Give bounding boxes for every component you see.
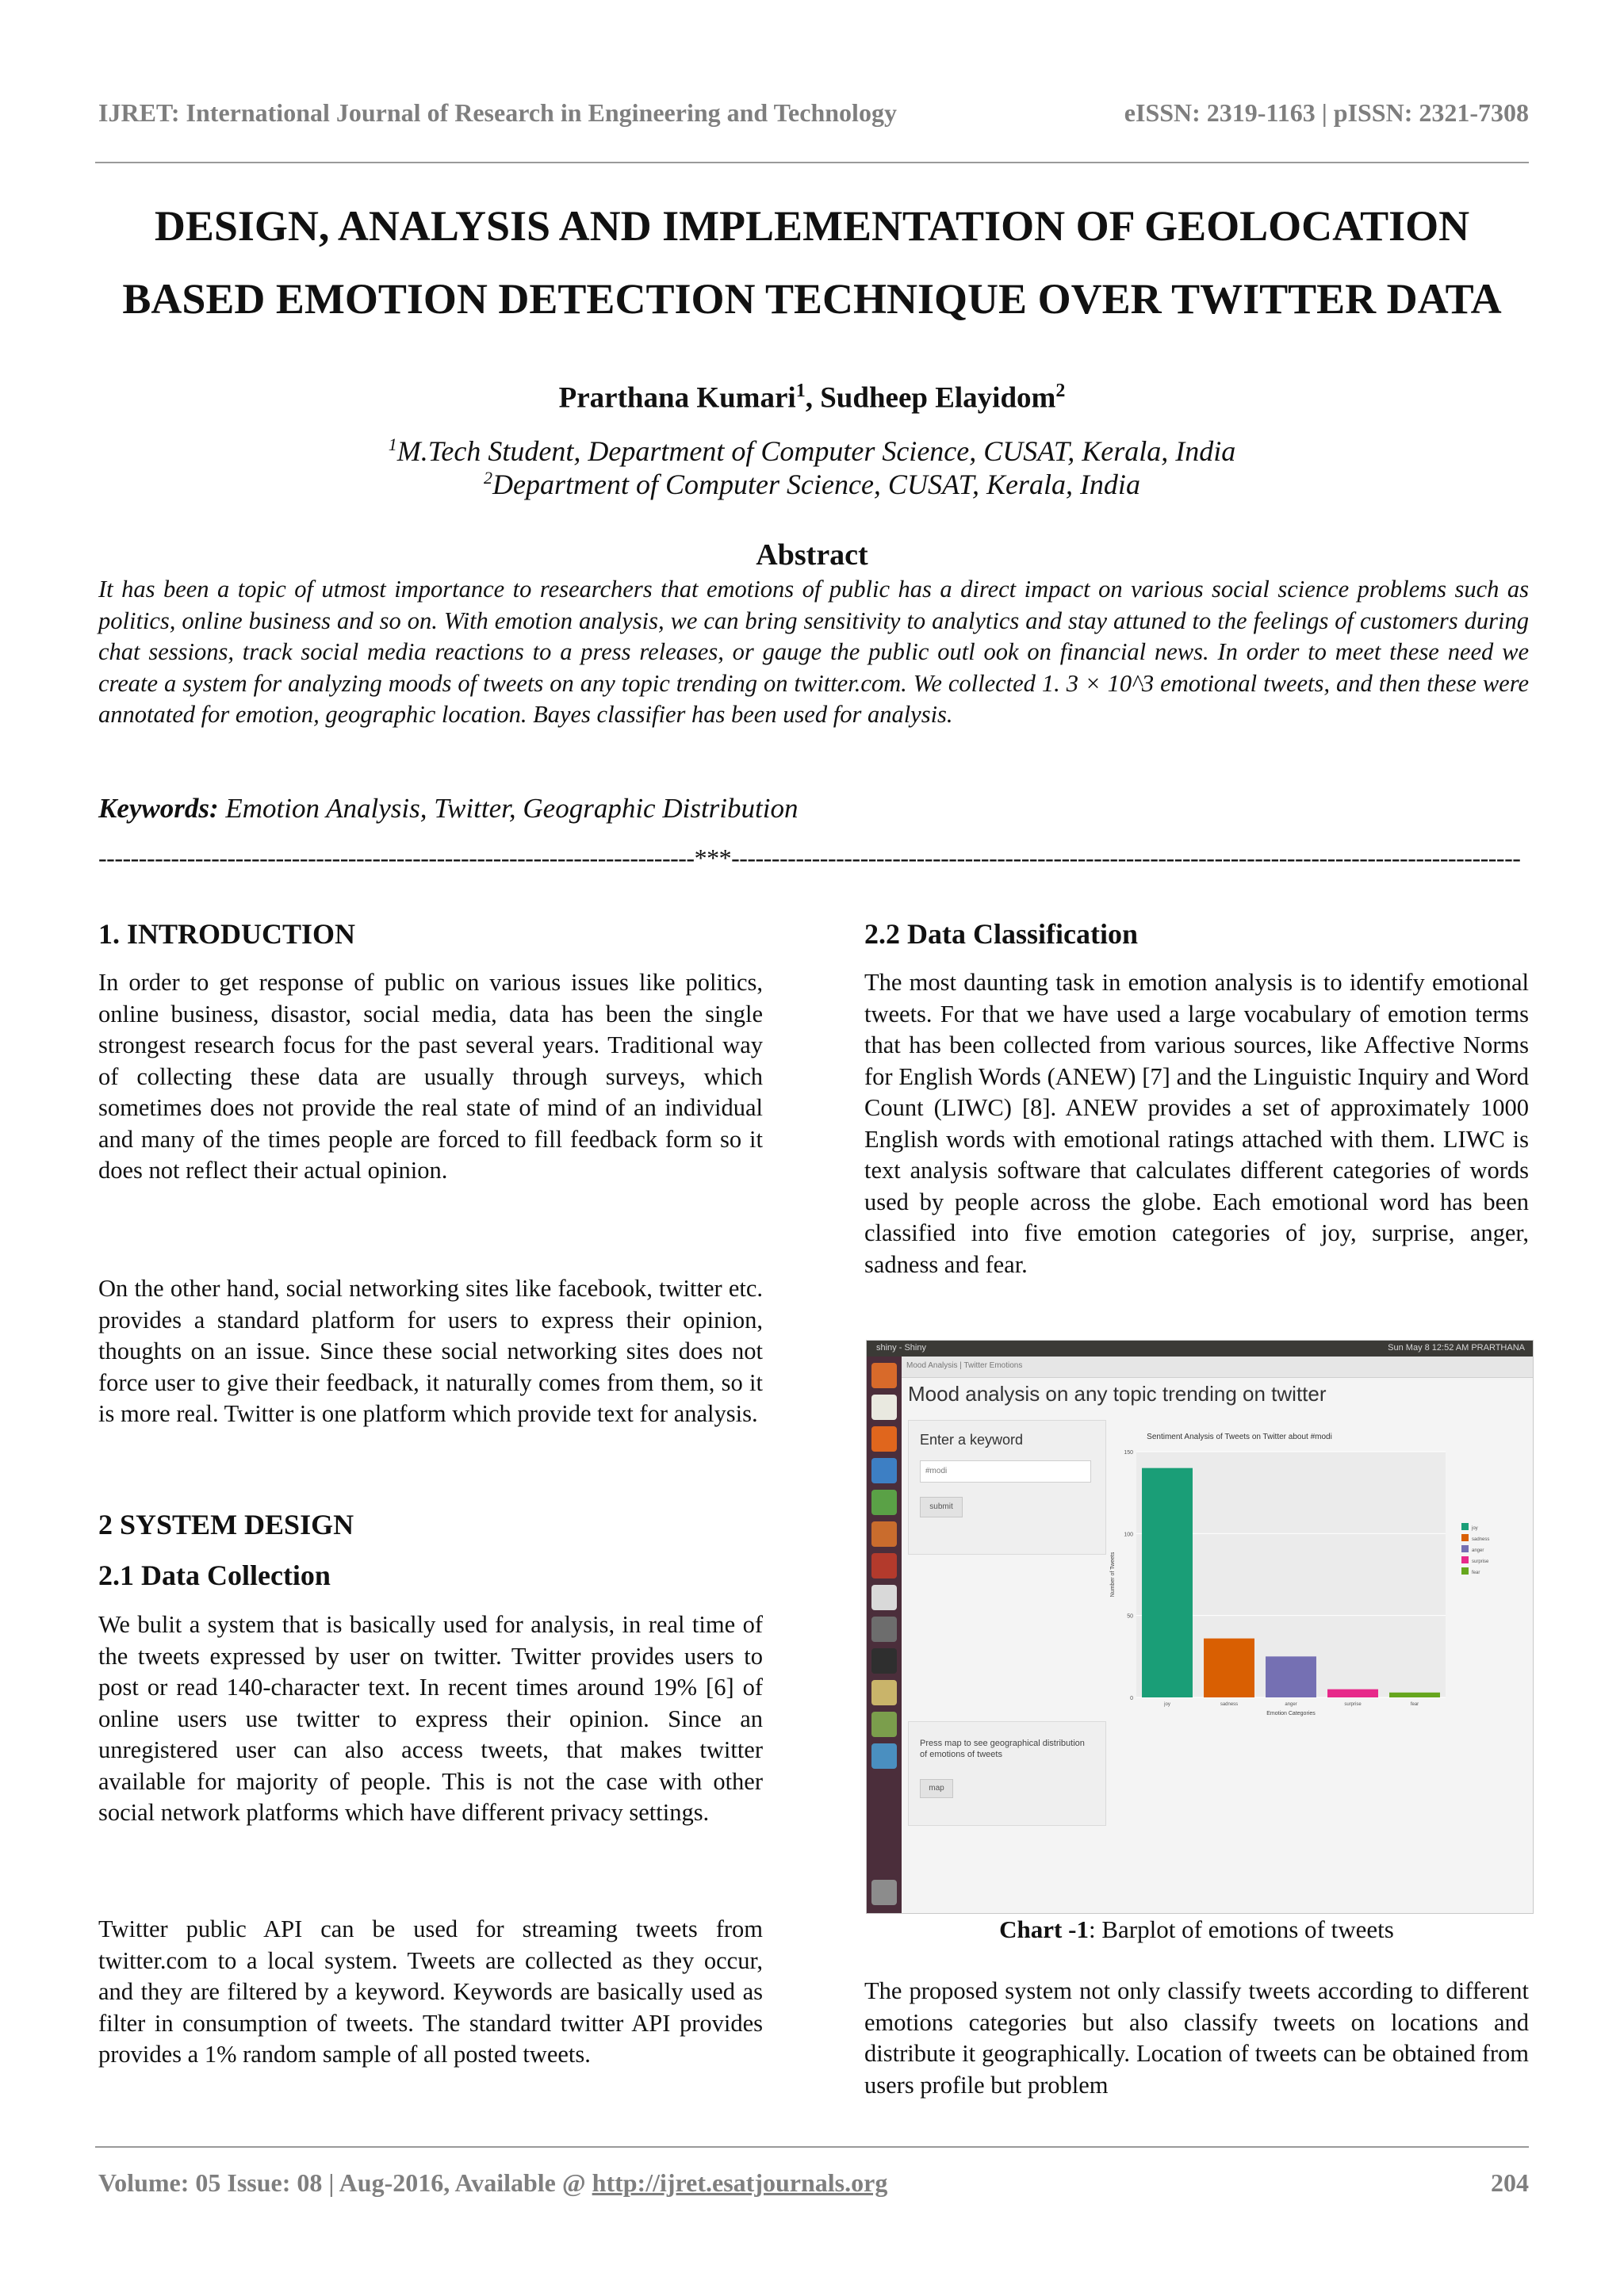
journal-link[interactable]: http://ijret.esatjournals.org (592, 2168, 888, 2197)
keyword-input[interactable]: #modi (920, 1460, 1091, 1483)
abstract-heading: Abstract (756, 538, 868, 572)
bar-fear (1389, 1693, 1440, 1697)
y-tick-label: 0 (1130, 1696, 1133, 1701)
launcher-amazon-icon (871, 1585, 897, 1610)
data-classification-heading: 2.2 Data Classification (864, 918, 1138, 950)
launcher-terminal-icon (871, 1648, 897, 1674)
launcher-writer-icon (871, 1458, 897, 1483)
header-rule (95, 162, 1529, 163)
x-tick-label: anger (1285, 1702, 1297, 1707)
footer-rule (95, 2146, 1529, 2148)
bar-sadness (1204, 1639, 1254, 1697)
launcher-dash-icon (871, 1363, 897, 1388)
x-axis-title: Emotion Categories (1266, 1711, 1316, 1716)
intro-paragraph-1: In order to get response of public on various issues like politics, online business, disastor, social media, data has been the single strongest research focus for the past several years. Traditional way of collecting these data are usually through surveys, which sometimes does not provide the real state of mind of an individual and many of the times people are forced to fill feedback form so it does not reflect their actual opinion. (98, 969, 763, 1184)
data-classification-paragraph: The most daunting task in emotion analysis is to identify emotional tweets. For that we have used a large vocabulary of emotion terms that has been collected from various sources, like Affective Norms for English Words (ANEW) [7] and the Linguistic Inquiry and Word Count (LIWC) [8]. ANEW provides a set of approximately 1000 English words with emotional ratings attached with them. LIWC is text analysis software that calculates different categories of words used by people across the globe. Each emotional word has been classified into five emotion categories of joy, surprise, anger, sadness and fear. (864, 969, 1529, 1278)
launcher-files-icon (871, 1395, 897, 1420)
affiliation-1: $^1$M.Tech Student, Department of Computer Science, CUSAT, Kerala, India (388, 434, 1236, 467)
author-2-sup: 2 (1055, 381, 1066, 401)
issn-header: eISSN: 2319-1163 | pISSN: 2321-7308 (1124, 98, 1529, 127)
paper-title-line1: DESIGN, ANALYSIS AND IMPLEMENTATION OF GEOLOCATION (154, 202, 1470, 250)
bar-surprise (1327, 1689, 1378, 1697)
journal-header: IJRET: International Journal of Research in Engineering and Technology (98, 98, 897, 127)
taskbar-app-name: shiny - Shiny (876, 1343, 926, 1353)
os-launcher (867, 1357, 902, 1913)
geolocation-paragraph: The proposed system not only classify tweets according to different emotions categories but also classify tweets on locations and distribute it geographically. Location of tweets can be obtained from users profile but problem (864, 1977, 1529, 2099)
map-button[interactable]: map (920, 1779, 953, 1798)
bar-anger (1266, 1656, 1316, 1697)
caption-label: Chart -1 (999, 1915, 1089, 1943)
legend-key-joy (1461, 1523, 1469, 1530)
data-collection-paragraph-1: We bulit a system that is basically used for analysis, in real time of the tweets expressed by user on twitter. Twitter provides users to post or read 140-character text. In recent times around 19% [6] of online users use twitter to express their opinion. Since an unregistered user can also access tweets, that makes twitter available for majority of people. This is not the case with other social network platforms which have different privacy settings. (98, 1611, 763, 1826)
affiliation-2: $^2$Department of Computer Science, CUSAT, Kerala, India (484, 468, 1140, 500)
launcher-app2-icon (871, 1712, 897, 1737)
page-number: 204 (1491, 2168, 1529, 2197)
paper-title-line2: BASED EMOTION DETECTION TECHNIQUE OVER TWITTER DATA (122, 275, 1502, 323)
taskbar-clock: Sun May 8 12:52 AM PRARTHANA (1388, 1343, 1525, 1353)
launcher-trash-icon (871, 1880, 897, 1905)
intro-heading: 1. INTRODUCTION (98, 918, 356, 950)
data-collection-heading: 2.1 Data Collection (98, 1559, 331, 1591)
launcher-impress-icon (871, 1521, 897, 1547)
plot-title: Sentiment Analysis of Tweets on Twitter about #modi (1147, 1433, 1332, 1441)
browser-tab-bar (902, 1357, 1533, 1378)
launcher-firefox-icon (871, 1426, 897, 1452)
emotion-bar-plot (1105, 1444, 1517, 1729)
intro-paragraph-2: On the other hand, social networking sites like facebook, twitter etc. provides a standard platform for users to express their opinion, thoughts on an issue. Since these social networking sites does not force user to give their feedback, it naturally comes from them, so it is more real. Twitter is one platform which provide text for analysis. (98, 1275, 763, 1427)
legend-label: surprise (1472, 1559, 1489, 1564)
launcher-calc-icon (871, 1490, 897, 1515)
launcher-settings-icon (871, 1617, 897, 1642)
y-tick-label: 150 (1124, 1450, 1133, 1456)
y-axis-title: Number of Tweets (1110, 1552, 1116, 1598)
author-2: Sudheep Elayidom (820, 381, 1056, 415)
keywords (98, 793, 1529, 825)
legend-key-anger (1461, 1545, 1469, 1552)
map-panel (908, 1721, 1106, 1826)
x-tick-label: sadness (1220, 1702, 1239, 1707)
y-tick-label: 100 (1124, 1532, 1133, 1538)
browser-tab[interactable]: Mood Analysis | Twitter Emotions (906, 1361, 1023, 1370)
legend-key-sadness (1461, 1534, 1469, 1541)
os-taskbar (867, 1341, 1533, 1357)
author-separator: , (805, 381, 821, 415)
app-title: Mood analysis on any topic trending on twitter (908, 1382, 1327, 1406)
bar-joy (1142, 1468, 1193, 1697)
launcher-app-icon (871, 1680, 897, 1705)
footer-volume: Volume: 05 Issue: 08 | Aug-2016, Available @ http://ijret.esatjournals.org (98, 2168, 888, 2197)
keyword-label: Enter a keyword (920, 1432, 1024, 1448)
figure-screenshot (866, 1340, 1534, 1914)
legend-label: anger (1472, 1548, 1484, 1553)
keywords-label: Keywords: (98, 793, 219, 824)
keyword-panel (908, 1420, 1106, 1555)
legend-key-surprise (1461, 1556, 1469, 1563)
data-collection-paragraph-2: Twitter public API can be used for streaming tweets from twitter.com to a local system. Tweets are collected as they occur, and they are filtered by a keyword. Keywords are basically used as filter in consumption of tweets. The standard twitter API provides provides a 1% random sample of all posted tweets. (98, 1915, 763, 2068)
submit-button[interactable]: submit (920, 1497, 963, 1517)
x-tick-label: fear (1410, 1702, 1419, 1707)
launcher-software-icon (871, 1553, 897, 1578)
caption-text: : Barplot of emotions of tweets (1088, 1915, 1394, 1943)
y-tick-label: 50 (1127, 1613, 1133, 1620)
authors (0, 381, 1624, 415)
author-1: Prarthana Kumari (558, 381, 796, 415)
keywords-text: Emotion Analysis, Twitter, Geographic Distribution (225, 793, 799, 824)
map-hint: Press map to see geographical distribution of emotions of tweets (920, 1739, 1085, 1759)
x-tick-label: surprise (1344, 1702, 1362, 1707)
section-separator: --------------------------------------------------------------------------***-------------------------------------------------------------------------------------------------- (98, 844, 1521, 872)
system-design-heading: 2 SYSTEM DESIGN (98, 1509, 354, 1540)
legend-label: fear (1472, 1571, 1480, 1575)
legend-key-fear (1461, 1567, 1469, 1575)
author-1-sup: 1 (795, 381, 806, 401)
x-tick-label: joy (1164, 1702, 1170, 1707)
legend-label: joy (1472, 1526, 1478, 1531)
legend-label: sadness (1472, 1537, 1490, 1542)
chart-caption (864, 1915, 1529, 1944)
launcher-app3-icon (871, 1743, 897, 1769)
abstract-text: It has been a topic of utmost importance to researchers that emotions of public has a direct impact on various social science problems such as politics, online business and so on. With emotion analysis, we can bring sensitivity to analytics and stay attuned to the feelings of customers during chat sessions, track social media reactions to a press releases, or gauge the public outl ook on financial news. In order to meet these need we create a system for analyzing moods of tweets on any topic trending on twitter.com. We collected 1. 3 × 10^3 emotional tweets, and then these were annotated for emotion, geographic location. Bayes classifier has been used for analysis. (98, 576, 1529, 728)
